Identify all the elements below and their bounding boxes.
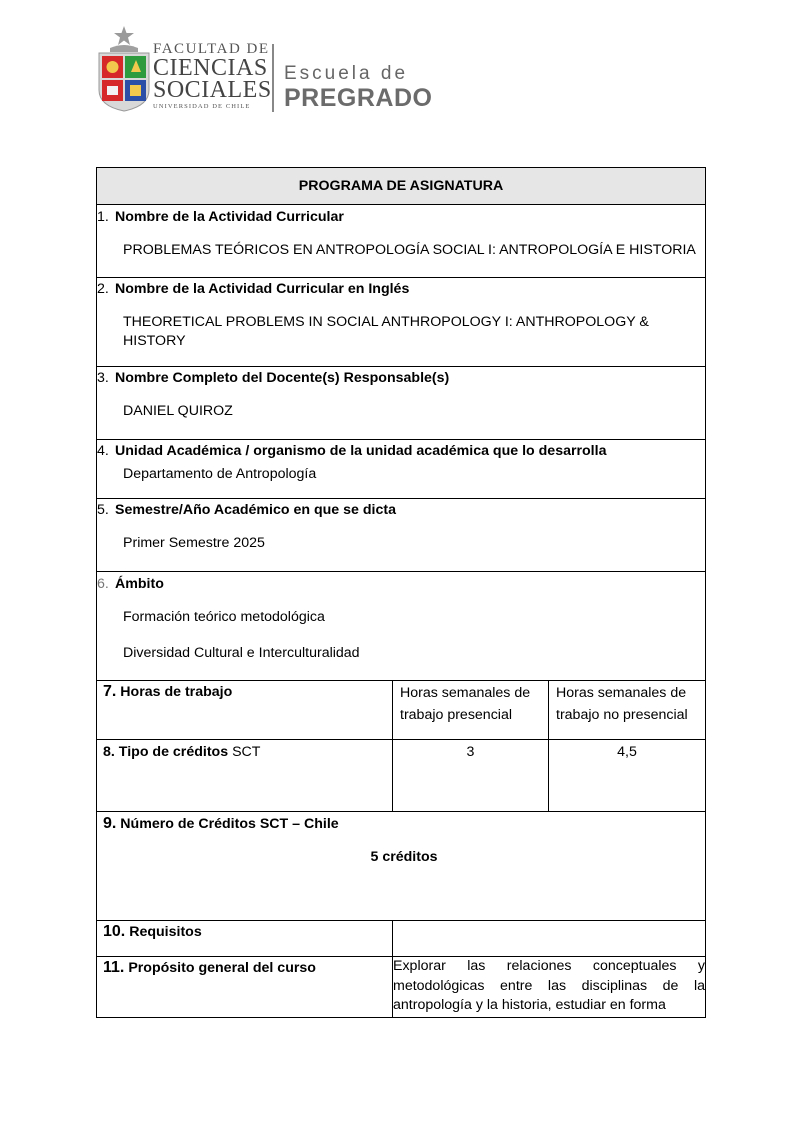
section-number: 2. (97, 281, 109, 297)
section-title: Tipo de créditos (118, 744, 229, 760)
hours-presential-header: Horas semanales de trabajo presencial (393, 681, 549, 740)
section-title: Número de Créditos SCT – Chile (120, 816, 339, 832)
semester-value: Primer Semestre 2025 (123, 535, 265, 551)
scope-value-2: Diversidad Cultural e Interculturalidad (123, 645, 360, 661)
section-1-row (97, 205, 706, 278)
section-number: 6. (97, 576, 109, 592)
section-number: 3. (97, 370, 109, 386)
section-title: Nombre de la Actividad Curricular (115, 209, 344, 225)
section-number: 5. (97, 502, 109, 518)
section-number: 9. (103, 815, 117, 832)
course-name-english-value: THEORETICAL PROBLEMS IN SOCIAL ANTHROPOLOGY I: ANTHROPOLOGY & HISTORY (123, 314, 649, 349)
section-number: 4. (97, 443, 109, 459)
faculty-logo (96, 24, 436, 116)
section-title: Semestre/Año Académico en que se dicta (115, 502, 396, 518)
section-6-row (97, 572, 706, 681)
section-title: Unidad Académica / organismo de la unidad académica que lo desarrolla (115, 443, 607, 459)
hours-non-presential-header: Horas semanales de trabajo no presencial (549, 681, 706, 740)
requirements-value (393, 921, 706, 957)
section-title: Requisitos (129, 924, 202, 940)
logo-line-escuela: Escuela de (284, 63, 409, 84)
instructor-value: DANIEL QUIROZ (123, 403, 233, 419)
logo-line-ciencias: CIENCIAS (153, 55, 268, 81)
logo-divider (272, 44, 274, 112)
credits-value: 5 créditos (370, 849, 438, 865)
section-11-row (97, 957, 706, 1018)
school-name (284, 64, 432, 112)
faculty-name (153, 42, 272, 111)
section-3-row (97, 367, 706, 440)
section-4-row (97, 440, 706, 499)
logo-line-faculty: FACULTAD DE (153, 41, 270, 57)
course-purpose-value: Explorar las relaciones conceptuales y metodológicas entre las disciplinas de la antropología y la historia, estudiar en forma (393, 957, 706, 1018)
section-10-row (97, 921, 706, 957)
section-title: Propósito general del curso (128, 960, 316, 976)
hours-presential-value: 3 (393, 740, 549, 812)
section-2-row (97, 278, 706, 367)
section-9-row (97, 812, 706, 921)
section-7-row (97, 681, 706, 740)
section-title: Horas de trabajo (120, 684, 233, 700)
section-number: 10. (103, 923, 126, 940)
logo-line-university: UNIVERSIDAD DE CHILE (153, 103, 251, 110)
section-8-row (97, 740, 706, 812)
section-5-row (97, 499, 706, 572)
table-header-row (97, 168, 706, 205)
logo-line-pregrado: PREGRADO (284, 84, 433, 112)
section-number: 11. (103, 959, 125, 976)
section-title-suffix: SCT (228, 744, 261, 760)
section-number: 1. (97, 209, 109, 225)
section-number: 7. (103, 683, 117, 700)
section-title: Nombre Completo del Docente(s) Responsable(s) (115, 370, 450, 386)
section-number: 8. (103, 744, 115, 760)
hours-non-presential-value: 4,5 (549, 740, 706, 812)
section-title: Nombre de la Actividad Curricular en Inglés (115, 281, 410, 297)
university-crest-icon (96, 24, 152, 112)
program-table (96, 167, 706, 1018)
academic-unit-value: Departamento de Antropología (123, 466, 317, 482)
scope-value-1: Formación teórico metodológica (123, 609, 325, 625)
logo-line-sociales: SOCIALES (153, 77, 272, 103)
section-title: Ámbito (115, 576, 164, 592)
course-name-value: PROBLEMAS TEÓRICOS EN ANTROPOLOGÍA SOCIAL I: ANTROPOLOGÍA E HISTORIA (123, 242, 696, 258)
table-title: PROGRAMA DE ASIGNATURA (97, 168, 706, 205)
